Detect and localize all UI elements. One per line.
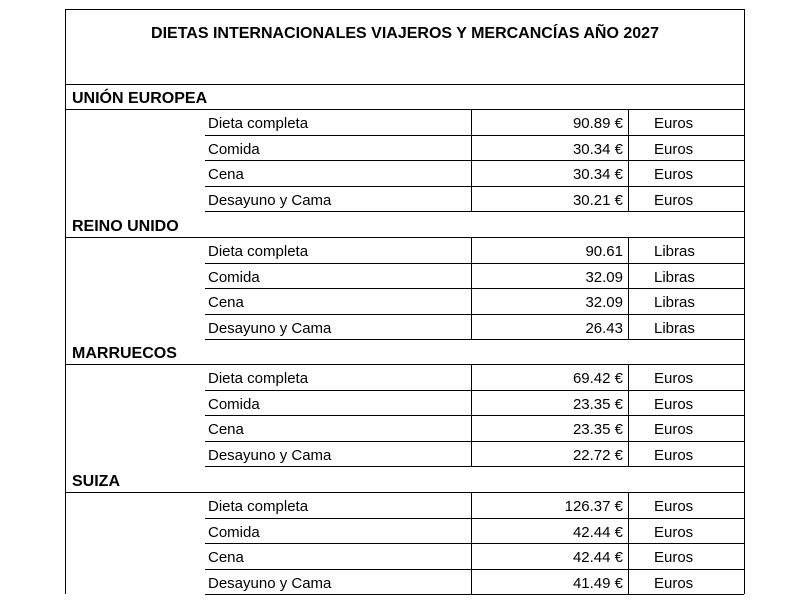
row-label: Cena (208, 421, 244, 438)
table-row (205, 519, 744, 545)
row-currency: Euros (654, 446, 694, 464)
row-value: 41.49 € (471, 570, 629, 595)
table-row (205, 416, 744, 442)
section-0 (66, 85, 744, 212)
row-label: Comida (208, 523, 260, 541)
table-row (205, 493, 744, 519)
row-currency: Euros (654, 549, 694, 566)
table-row (205, 289, 744, 315)
row-value: 126.37 € (471, 493, 629, 518)
row-currency: Euros (654, 574, 694, 592)
row-value: 26.43 (471, 315, 629, 340)
row-label: Dieta completa (208, 370, 309, 387)
table-row (205, 315, 744, 341)
row-currency: Euros (654, 191, 694, 209)
row-currency: Libras (654, 319, 695, 337)
row-value: 42.44 € (471, 544, 629, 569)
row-currency: Euros (654, 370, 694, 387)
table-row (205, 161, 744, 187)
row-label: Desayuno y Cama (208, 446, 332, 464)
table-row (205, 570, 744, 596)
table-row (205, 136, 744, 162)
section-heading: MARRUECOS (66, 340, 744, 365)
section-heading: REINO UNIDO (66, 213, 744, 238)
section-3 (66, 468, 744, 595)
row-currency: Euros (654, 498, 694, 515)
section-1 (66, 213, 744, 340)
row-currency: Euros (654, 395, 694, 413)
row-value: 30.34 € (471, 136, 629, 161)
row-label: Desayuno y Cama (208, 191, 332, 209)
row-currency: Euros (654, 166, 694, 183)
row-value: 23.35 € (471, 416, 629, 441)
row-label: Comida (208, 140, 260, 158)
table-row (205, 238, 744, 264)
row-label: Cena (208, 166, 244, 183)
row-label: Desayuno y Cama (208, 319, 332, 337)
table-row (205, 391, 744, 417)
row-label: Comida (208, 395, 260, 413)
table-row (205, 365, 744, 391)
row-value: 22.72 € (471, 442, 629, 467)
row-currency: Libras (654, 243, 695, 260)
row-label: Cena (208, 549, 244, 566)
table-row (205, 110, 744, 136)
row-value: 69.42 € (471, 365, 629, 390)
allowance-table (65, 9, 745, 594)
row-currency: Libras (654, 268, 695, 286)
row-value: 90.89 € (471, 110, 629, 135)
row-value: 30.34 € (471, 161, 629, 186)
row-currency: Libras (654, 294, 695, 311)
section-2 (66, 340, 744, 467)
row-label: Desayuno y Cama (208, 574, 332, 592)
section-heading: SUIZA (66, 468, 744, 493)
row-currency: Euros (654, 115, 694, 132)
page-title: DIETAS INTERNACIONALES VIAJEROS Y MERCANCÍAS AÑO 2027 (66, 10, 744, 85)
row-value: 30.21 € (471, 187, 629, 212)
table-row (205, 544, 744, 570)
row-label: Comida (208, 268, 260, 286)
table-row (205, 187, 744, 213)
section-heading: UNIÓN EUROPEA (66, 85, 744, 110)
row-label: Cena (208, 294, 244, 311)
row-currency: Euros (654, 140, 694, 158)
row-value: 23.35 € (471, 391, 629, 416)
row-value: 32.09 (471, 264, 629, 289)
table-row (205, 264, 744, 290)
row-value: 32.09 (471, 289, 629, 314)
row-value: 42.44 € (471, 519, 629, 544)
row-label: Dieta completa (208, 115, 309, 132)
row-label: Dieta completa (208, 243, 309, 260)
row-value: 90.61 (471, 238, 629, 263)
row-currency: Euros (654, 523, 694, 541)
row-label: Dieta completa (208, 498, 309, 515)
row-currency: Euros (654, 421, 694, 438)
table-row (205, 442, 744, 468)
